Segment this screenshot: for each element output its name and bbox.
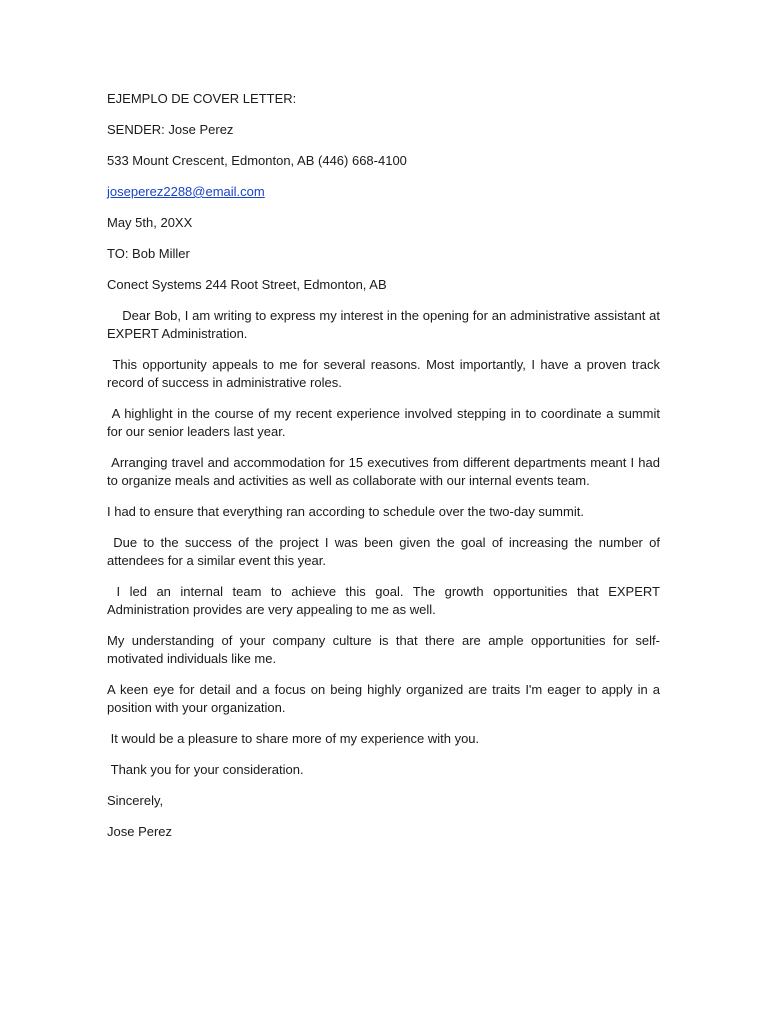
paragraph-team: I led an internal team to achieve this goal. The growth opportunities that EXPERT Administration provides are very appealing to me as well.: [107, 584, 663, 617]
paragraph-pleasure: It would be a pleasure to share more of my experience with you.: [107, 731, 480, 746]
paragraph-culture: My understanding of your company culture is that there are ample opportunities for self-motivated individuals like me.: [107, 633, 660, 666]
paragraph-greeting: Dear Bob, I am writing to express my interest in the opening for an administrative assistant at EXPERT Administration.: [107, 308, 664, 341]
paragraph-highlight: A highlight in the course of my recent experience involved stepping in to coordinate a summit for our senior leaders last year.: [107, 406, 664, 439]
letter-signature: Jose Perez: [107, 824, 173, 839]
letter-closing: Sincerely,: [107, 793, 164, 808]
paragraph-detail: A keen eye for detail and a focus on being highly organized are traits I'm eager to apply in a position with your organization.: [107, 682, 664, 715]
sender-email-link[interactable]: joseperez2288@email.com: [107, 184, 265, 199]
recipient-company: Conect Systems 244 Root Street, Edmonton, AB: [107, 277, 387, 292]
paragraph-schedule: I had to ensure that everything ran according to schedule over the two-day summit.: [107, 504, 584, 519]
sender-address: 533 Mount Crescent, Edmonton, AB (446) 668-4100: [107, 153, 407, 168]
letter-date: May 5th, 20XX: [107, 215, 193, 230]
sender-line: SENDER: Jose Perez: [107, 122, 234, 137]
paragraph-thanks: Thank you for your consideration.: [107, 762, 304, 777]
letter-heading: EJEMPLO DE COVER LETTER:: [107, 91, 297, 106]
sender-email-row: [107, 183, 660, 201]
paragraph-reasons: This opportunity appeals to me for several reasons. Most importantly, I have a proven track record of success in administrative roles.: [107, 357, 664, 390]
recipient-line: TO: Bob Miller: [107, 246, 190, 261]
cover-letter-page: [107, 90, 664, 854]
paragraph-travel: Arranging travel and accommodation for 15 executives from different departments meant I had to organize meals and activities as well as collaborate with our internal events team.: [107, 455, 664, 488]
paragraph-success: Due to the success of the project I was been given the goal of increasing the number of attendees for a similar event this year.: [107, 535, 664, 568]
